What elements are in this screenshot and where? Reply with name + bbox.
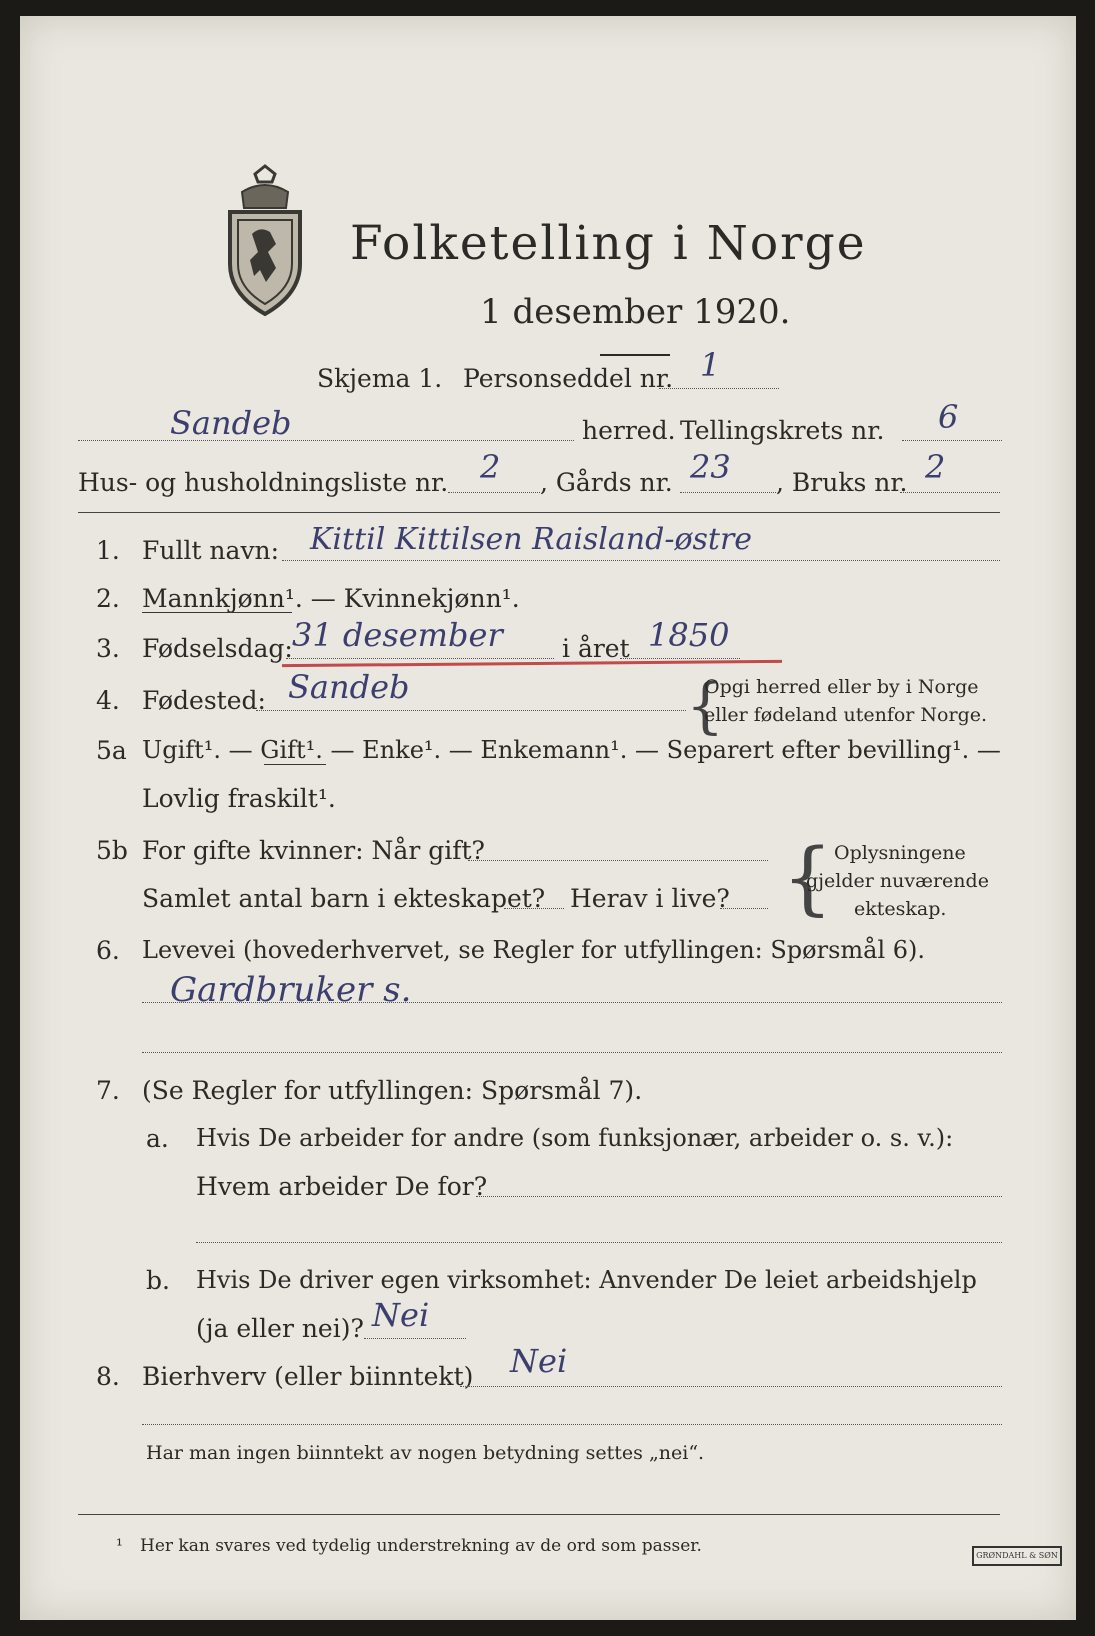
q4-note-brace: { <box>686 671 725 741</box>
q8-label: Bierhverv (eller biinntekt) <box>142 1362 474 1391</box>
red-underline-mark <box>282 660 782 667</box>
q5a-label-2: Lovlig fraskilt¹. <box>142 784 336 813</box>
q3-birthdate-value[interactable]: 31 desember <box>292 616 503 654</box>
q7b-label: Hvis De driver egen virksomhet: Anvender De leiet arbeidshjelp <box>196 1266 977 1294</box>
q8-number: 8. <box>96 1362 120 1391</box>
q4-note-line2: eller fødeland utenfor Norge. <box>704 704 988 726</box>
q3-date-field-line <box>286 658 554 659</box>
q7-label: (Se Regler for utfyllingen: Spørsmål 7). <box>142 1076 643 1105</box>
q1-full-name-value[interactable]: Kittil Kittilsen Raisland-østre <box>310 522 753 557</box>
q6-field-line-2 <box>142 1052 1002 1053</box>
q1-label: Fullt navn: <box>142 536 280 565</box>
personseddel-field-line <box>659 388 779 389</box>
q2-label: Mannkjønn¹. — Kvinnekjønn¹. <box>142 584 520 613</box>
q4-field-line <box>256 710 686 711</box>
norwegian-coat-of-arms-icon <box>220 164 310 324</box>
q4-number: 4. <box>96 686 120 715</box>
q7a-letter: a. <box>146 1124 169 1153</box>
census-form-page <box>20 16 1076 1620</box>
gards-value[interactable]: 23 <box>690 448 731 486</box>
q3-number: 3. <box>96 634 120 663</box>
q5b-married-field-line <box>468 860 768 861</box>
q5b-note-line1: Oplysningene <box>834 842 966 864</box>
q3-label: Fødselsdag: <box>142 634 293 663</box>
q8-field-line <box>460 1386 1002 1387</box>
gards-label: , Gårds nr. <box>540 468 673 497</box>
title-divider <box>600 354 670 356</box>
bruks-value[interactable]: 2 <box>925 448 946 486</box>
footer-note: Har man ingen biinntekt av nogen betydning settes „nei“. <box>146 1442 705 1464</box>
q5b-alive-label: Herav i live? <box>570 884 730 913</box>
form-date: 1 desember 1920. <box>480 292 791 332</box>
q3-year-field-line <box>620 658 740 659</box>
header-separator <box>78 512 1000 513</box>
footer-separator <box>78 1514 1000 1515</box>
gards-field-line <box>680 492 776 493</box>
herred-label: herred. <box>582 416 676 445</box>
herred-value[interactable]: Sandeb <box>170 404 292 442</box>
q7b-yes-no-label: (ja eller nei)? <box>196 1314 364 1343</box>
form-title: Folketelling i Norge <box>350 216 867 271</box>
q5b-alive-field-line <box>720 908 768 909</box>
q6-field-line-1 <box>142 1002 1002 1003</box>
husholdningsliste-field-line <box>448 492 540 493</box>
q6-number: 6. <box>96 936 120 965</box>
q5b-children-label: Samlet antal barn i ekteskapet? <box>142 884 546 913</box>
gift-underline <box>264 764 326 765</box>
tellingskrets-value[interactable]: 6 <box>938 398 959 436</box>
q5b-children-field-line <box>504 908 564 909</box>
personseddel-value[interactable]: 1 <box>700 346 721 384</box>
q3-year-label: i året <box>562 634 630 663</box>
q3-year-value[interactable]: 1850 <box>648 616 730 654</box>
herred-field-line <box>78 440 574 441</box>
q5a-label: Ugift¹. — Gift¹. — Enke¹. — Enkemann¹. — Separert efter bevilling¹. — <box>142 736 1001 764</box>
q8-field-line-2 <box>142 1424 1002 1425</box>
q7a-field-line-2 <box>196 1242 1002 1243</box>
personseddel-label: Personseddel nr. <box>463 364 674 393</box>
footnote-text: Her kan svares ved tydelig understrekning av de ord som passer. <box>140 1536 702 1556</box>
q6-occupation-value[interactable]: Gardbruker s. <box>170 970 412 1010</box>
q7b-field-line <box>364 1338 466 1339</box>
printer-stamp: GRØNDAHL & SØN <box>972 1546 1062 1566</box>
bruks-field-line <box>900 492 1000 493</box>
q4-note-line1: Opgi herred eller by i Norge <box>704 676 979 698</box>
q5b-number: 5b <box>96 836 128 865</box>
q7a-label: Hvis De arbeider for andre (som funksjonær, arbeider o. s. v.): <box>196 1124 954 1152</box>
footnote-mark: ¹ <box>116 1536 123 1556</box>
q8-value[interactable]: Nei <box>510 1342 568 1380</box>
q5b-note-line3: ekteskap. <box>854 898 947 920</box>
q5b-note-line2: gjelder nuværende <box>806 870 989 892</box>
husholdningsliste-value[interactable]: 2 <box>480 448 501 486</box>
q4-birthplace-value[interactable]: Sandeb <box>288 668 410 706</box>
q2-number: 2. <box>96 584 120 613</box>
husholdningsliste-label: Hus- og husholdningsliste nr. <box>78 468 449 497</box>
q6-label: Levevei (hovederhvervet, se Regler for utfyllingen: Spørsmål 6). <box>142 936 926 964</box>
q5a-number: 5a <box>96 736 127 765</box>
q4-label: Fødested: <box>142 686 266 715</box>
bruks-label: , Bruks nr. <box>776 468 908 497</box>
q7b-letter: b. <box>146 1266 170 1295</box>
q5b-label: For gifte kvinner: Når gift? <box>142 836 485 865</box>
q5b-note-brace: { <box>782 831 833 924</box>
q1-number: 1. <box>96 536 120 565</box>
q7-number: 7. <box>96 1076 120 1105</box>
q7a-employer-field-line <box>476 1196 1002 1197</box>
mannkjonn-underline <box>142 612 292 613</box>
q1-field-line <box>282 560 1000 561</box>
tellingskrets-label: Tellingskrets nr. <box>680 416 885 445</box>
q7a-employer-label: Hvem arbeider De for? <box>196 1172 488 1201</box>
skjema-label: Skjema 1. <box>317 364 443 393</box>
q7b-value[interactable]: Nei <box>372 1296 430 1334</box>
tellingskrets-field-line <box>902 440 1002 441</box>
